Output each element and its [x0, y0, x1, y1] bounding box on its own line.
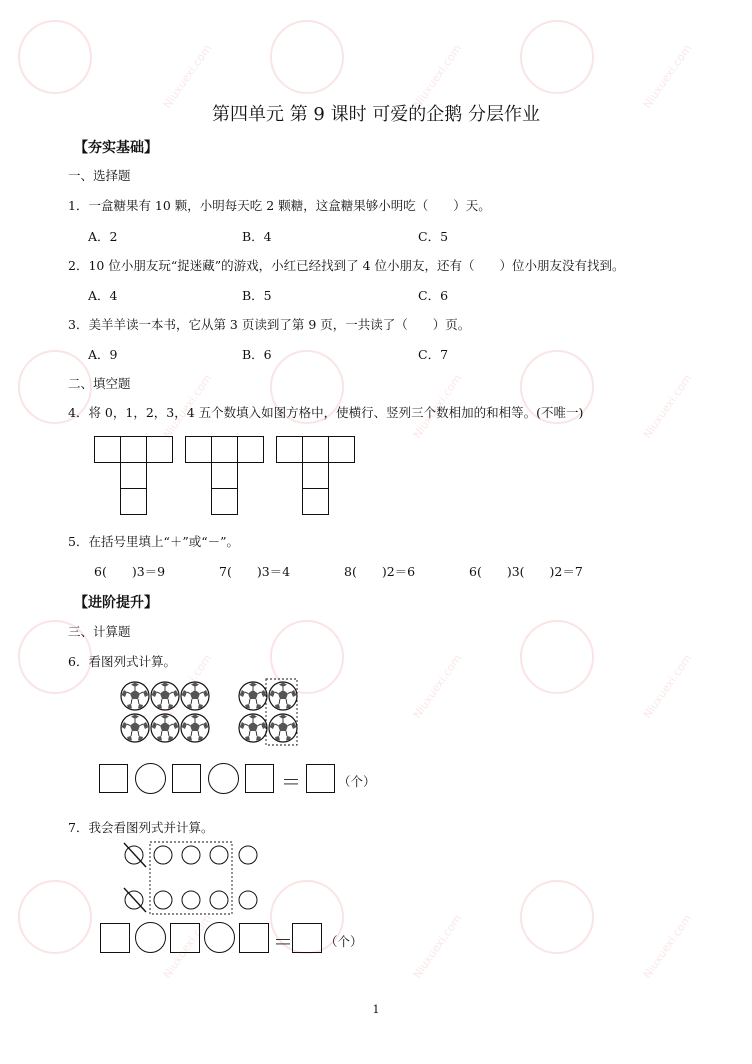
grid-cell[interactable]	[328, 436, 355, 463]
question-5-text: 5．在括号里填上“＋”或“－”。	[68, 534, 240, 549]
circle	[182, 891, 200, 909]
question-2-option-b[interactable]: B．5	[242, 288, 272, 303]
grid-cell[interactable]	[237, 436, 264, 463]
circles-figure	[116, 838, 266, 918]
soccer-ball-icon	[239, 682, 267, 710]
grid-cell[interactable]	[120, 462, 147, 489]
watermark-text: Niuxuexi.com	[410, 652, 465, 721]
watermark-text: Niuxuexi.com	[160, 912, 215, 981]
question-1-option-c[interactable]: C．5	[418, 229, 449, 244]
soccer-ball-icon	[181, 714, 209, 742]
watermark-logo	[520, 880, 594, 954]
answer-box[interactable]	[245, 764, 274, 793]
soccer-ball-icon	[239, 714, 267, 742]
grid-cell[interactable]	[211, 462, 238, 489]
question-1-text: 1．一盒糖果有 10 颗，小明每天吃 2 颗糖，这盒糖果够小明吃（ ）天。	[68, 198, 491, 213]
question-3-option-c[interactable]: C．7	[418, 347, 449, 362]
watermark-text: Niuxuexi.com	[410, 372, 465, 441]
circle	[154, 891, 172, 909]
watermark-text: Niuxuexi.com	[640, 42, 695, 111]
soccer-ball-icon	[151, 714, 179, 742]
watermark-text: Niuxuexi.com	[160, 42, 215, 111]
grid-cell[interactable]	[211, 436, 238, 463]
circle	[239, 846, 257, 864]
page-number: 1	[372, 1003, 380, 1016]
circle	[239, 891, 257, 909]
grid-cell[interactable]	[120, 488, 147, 515]
operator-circle[interactable]	[135, 922, 166, 953]
page-title: 第四单元 第 9 课时 可爱的企鹅 分层作业	[211, 104, 541, 125]
operator-circle[interactable]	[208, 763, 239, 794]
question-2-option-c[interactable]: C．6	[418, 288, 449, 303]
answer-box[interactable]	[100, 923, 130, 953]
soccer-ball-icon	[269, 714, 297, 742]
grid-cell[interactable]	[120, 436, 147, 463]
watermark-text: Niuxuexi.com	[410, 42, 465, 111]
question-4-text: 4．将 0，1，2，3，4 五个数填入如图方格中，使横行、竖列三个数相加的和相等。(不唯一)	[68, 405, 584, 420]
answer-box[interactable]	[306, 764, 335, 793]
circle	[210, 891, 228, 909]
soccer-ball-icon	[151, 682, 179, 710]
grid-cell[interactable]	[302, 462, 329, 489]
watermark-text: Niuxuexi.com	[640, 652, 695, 721]
answer-box[interactable]	[170, 923, 200, 953]
grid-cell[interactable]	[94, 436, 121, 463]
soccer-ball-icon	[121, 682, 149, 710]
question-6-text: 6．看图列式计算。	[68, 654, 176, 669]
question-2-text: 2．10 位小朋友玩“捉迷藏”的游戏，小红已经找到了 4 位小朋友，还有（ ）位小朋友没有找到。	[68, 258, 625, 273]
question-3-option-b[interactable]: B．6	[242, 347, 272, 362]
question-3-option-a[interactable]: A．9	[88, 347, 118, 362]
answer-box[interactable]	[292, 923, 322, 953]
section-advanced-heading: 【进阶提升】	[74, 595, 158, 611]
grid-cell[interactable]	[302, 488, 329, 515]
watermark-logo	[18, 20, 92, 94]
circle	[154, 846, 172, 864]
question-1-option-b[interactable]: B．4	[242, 229, 272, 244]
part-fill-heading: 二、填空题	[68, 376, 131, 391]
question-5-item-2[interactable]: 7( )3＝4	[219, 564, 291, 579]
answer-box[interactable]	[172, 764, 201, 793]
watermark-text: Niuxuexi.com	[160, 372, 215, 441]
grid-cell[interactable]	[185, 436, 212, 463]
question-3-text: 3．美羊羊读一本书，它从第 3 页读到了第 9 页，一共读了（ ）页。	[68, 317, 471, 332]
operator-circle[interactable]	[204, 922, 235, 953]
watermark-text: Niuxuexi.com	[410, 912, 465, 981]
answer-box[interactable]	[99, 764, 128, 793]
question-7-text: 7．我会看图列式并计算。	[68, 820, 214, 835]
watermark-logo	[18, 880, 92, 954]
part-calc-heading: 三、计算题	[68, 624, 131, 639]
section-basic-heading: 【夯实基础】	[74, 140, 158, 156]
soccer-ball-icon	[269, 682, 297, 710]
operator-circle[interactable]	[135, 763, 166, 794]
question-2-option-a[interactable]: A．4	[88, 288, 118, 303]
circle	[182, 846, 200, 864]
circle	[210, 846, 228, 864]
watermark-logo	[270, 20, 344, 94]
unit-label: （个）	[338, 774, 376, 789]
grid-cell[interactable]	[211, 488, 238, 515]
question-5-item-1[interactable]: 6( )3＝9	[94, 564, 166, 579]
equals-sign: ＝	[273, 930, 293, 954]
soccer-ball-icon	[181, 682, 209, 710]
question-5-item-4[interactable]: 6( )3( )2＝7	[469, 564, 583, 579]
question-1-option-a[interactable]: A．2	[88, 229, 118, 244]
soccer-ball-icon	[121, 714, 149, 742]
dashed-selection	[150, 842, 232, 914]
answer-box[interactable]	[239, 923, 269, 953]
grid-cell[interactable]	[146, 436, 173, 463]
part-choice-heading: 一、选择题	[68, 168, 131, 183]
grid-cell[interactable]	[302, 436, 329, 463]
grid-cell[interactable]	[276, 436, 303, 463]
soccer-balls-figure	[118, 678, 308, 746]
watermark-logo	[520, 20, 594, 94]
watermark-logo	[520, 620, 594, 694]
equals-sign: ＝	[281, 770, 301, 794]
question-5-item-3[interactable]: 8( )2＝6	[344, 564, 416, 579]
watermark-text: Niuxuexi.com	[640, 912, 695, 981]
watermark-text: Niuxuexi.com	[640, 372, 695, 441]
unit-label: （个）	[325, 934, 363, 949]
